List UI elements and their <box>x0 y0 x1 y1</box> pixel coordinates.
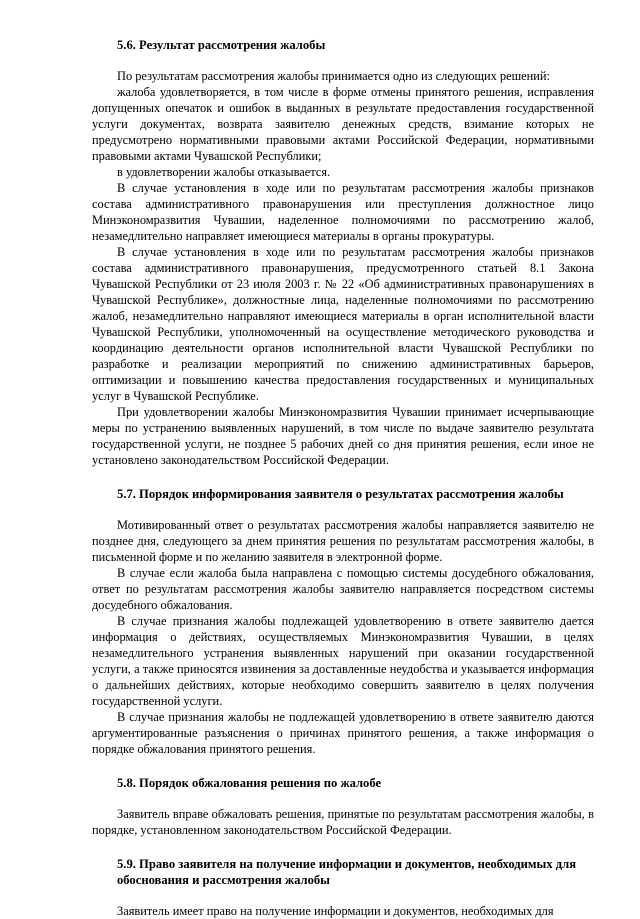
paragraph: Заявитель вправе обжаловать решения, принятые по результатам рассмотрения жалобы, в порядке, установленном законодательством Российской Федерации. <box>92 807 594 837</box>
section-heading: 5.9. Право заявителя на получение информации и документов, необходимых для обоснования и рассмотрения жалобы <box>117 857 577 887</box>
paragraph: В случае если жалоба была направлена с помощью системы досудебного обжалования, ответ по результатам рассмотрения жалобы заявителю направляется посредством системы досудебного обжалования. <box>92 566 594 612</box>
section-heading: 5.7. Порядок информирования заявителя о результатах рассмотрения жалобы <box>117 487 564 501</box>
paragraph: В случае установления в ходе или по результатам рассмотрения жалобы признаков состава административного правонарушения, предусмотренного статьей 8.1 Закона Чувашской Республики от 23 июля 2003 г. № 22 «Об административных правонарушениях в Чувашской Республике», должностные лица, наделенные полномочиями по рассмотрению жалоб, незамедлительно направляют имеющиеся материалы в орган исполнительной власти Чувашской Республики, уполномоченный на осуществление методического руководства и координацию деятельности органов исполнительной власти Чувашской Республики по разработке и реализации мероприятий по снижению административных барьеров, оптимизации и повышению качества предоставления государственных и муниципальных услуг в Чувашской Республике. <box>92 245 594 403</box>
section-5-7 <box>92 486 594 757</box>
paragraph: При удовлетворении жалобы Минэкономразвития Чувашии принимает исчерпывающие меры по устранению выявленных нарушений, в том числе по выдаче заявителю результата государственной услуги, не позднее 5 рабочих дней со дня принятия решения, если иное не установлено законодательством Российской Федерации. <box>92 405 594 467</box>
section-5-8 <box>92 775 594 838</box>
paragraph: жалоба удовлетворяется, в том числе в форме отмены принятого решения, исправления допущенных опечаток и ошибок в выданных в результате предоставления государственной услуги документах, возврата заявителю денежных средств, взимание которых не предусмотрено нормативными правовыми актами Российской Федерации, нормативными правовыми актами Чувашской Республики; <box>92 85 594 163</box>
section-5-6 <box>92 37 594 468</box>
section-heading: 5.6. Результат рассмотрения жалобы <box>117 38 326 52</box>
section-5-9 <box>92 856 594 919</box>
paragraph: Мотивированный ответ о результатах рассмотрения жалобы направляется заявителю не позднее дня, следующего за днем принятия решения по результатам рассмотрения жалобы, в письменной форме и по желанию заявителя в электронной форме. <box>92 518 594 564</box>
paragraph: Заявитель имеет право на получение информации и документов, необходимых для <box>117 904 554 918</box>
paragraph: В случае признания жалобы подлежащей удовлетворению в ответе заявителю дается информация о действиях, осуществляемых Минэкономразвития Чувашии, в целях незамедлительного устранения выявленных нарушений при оказании государственной услуги, а также приносятся извинения за доставленные неудобства и указывается информация о дальнейших действиях, которые необходимо совершить заявителю в целях получения государственной услуги. <box>92 614 594 708</box>
paragraph: в удовлетворении жалобы отказывается. <box>117 165 331 179</box>
document-content <box>92 37 594 919</box>
paragraph: По результатам рассмотрения жалобы принимается одно из следующих решений: <box>117 69 550 83</box>
paragraph: В случае установления в ходе или по результатам рассмотрения жалобы признаков состава административного правонарушения или преступления должностное лицо Минэкономразвития Чувашии, наделенное полномочиями по рассмотрению жалоб, незамедлительно направляет имеющиеся материалы в органы прокуратуры. <box>92 181 594 243</box>
paragraph: В случае признания жалобы не подлежащей удовлетворению в ответе заявителю даются аргументированные разъяснения о причинах принятого решения, а также информация о порядке обжалования принятого решения. <box>92 710 594 756</box>
section-heading: 5.8. Порядок обжалования решения по жалобе <box>117 776 382 790</box>
